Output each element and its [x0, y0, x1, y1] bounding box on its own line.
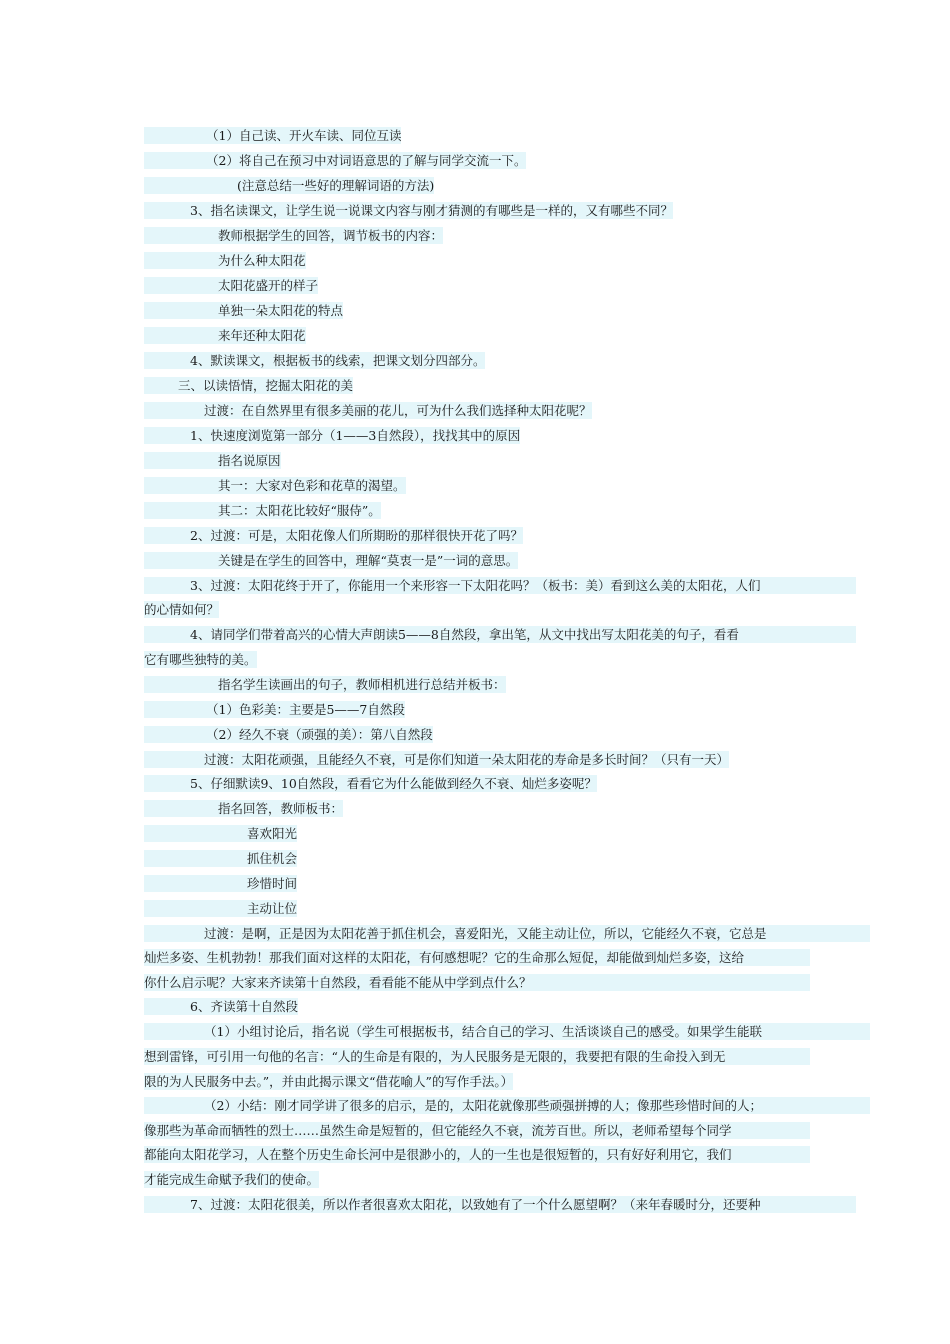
text-line — [144, 202, 810, 219]
line-indent — [144, 477, 218, 494]
line-indent — [144, 402, 204, 419]
text-line — [144, 676, 810, 693]
line-indent — [144, 502, 218, 519]
text-line — [144, 701, 810, 718]
line-indent — [144, 277, 218, 294]
line-text: 限的为人民服务中去。”，并由此揭示课文“借花喻人”的写作手法。） — [144, 1074, 514, 1089]
line-text: 关键是在学生的回答中，理解“莫衷一是”一词的意思。 — [218, 553, 519, 568]
line-text: 想到雷锋，可引用一句他的名言：“人的生命是有限的，为人民服务是无限的，我要把有限的生命投入到无 — [144, 1049, 726, 1064]
line-text: 其二：太阳花比较好“服侍”。 — [218, 503, 381, 518]
text-line — [144, 527, 810, 544]
line-text: 的心情如何？ — [144, 602, 220, 617]
line-text: 其一：大家对色彩和花草的渴望。 — [218, 478, 406, 493]
line-text: （1）自己读、开火车读、同位互读 — [206, 128, 402, 143]
line-text: 你什么启示呢？大家来齐读第十自然段，看看能不能从中学到点什么？ — [144, 975, 532, 990]
text-line — [144, 577, 856, 594]
line-text: 6、齐读第十自然段 — [190, 999, 298, 1014]
text-line — [144, 502, 810, 519]
line-indent — [144, 751, 204, 768]
text-line — [144, 1146, 810, 1163]
text-line — [144, 252, 810, 269]
line-text: 抓住机会 — [247, 851, 298, 866]
text-line — [144, 875, 810, 892]
text-line — [144, 227, 810, 244]
text-line — [144, 850, 810, 867]
line-indent — [144, 252, 218, 269]
line-indent — [144, 352, 190, 369]
text-line — [144, 651, 810, 668]
text-line — [144, 127, 810, 144]
line-indent — [144, 726, 206, 743]
line-text: 3、过渡：太阳花终于开了，你能用一个来形容一下太阳花吗？（板书：美）看到这么美的太阳花，人们 — [190, 578, 761, 593]
text-line — [144, 825, 810, 842]
text-line — [144, 751, 810, 768]
text-line — [144, 775, 810, 792]
line-indent — [144, 676, 218, 693]
line-indent — [144, 377, 178, 394]
text-line — [144, 998, 810, 1015]
line-indent — [144, 452, 218, 469]
line-indent — [144, 775, 190, 792]
text-line — [144, 626, 856, 643]
line-text: （1）色彩美：主要是5——7自然段 — [206, 702, 405, 717]
text-line — [144, 900, 810, 917]
text-line — [144, 452, 810, 469]
line-indent — [144, 152, 206, 169]
text-line — [144, 1023, 870, 1040]
text-line — [144, 949, 810, 966]
line-text: 喜欢阳光 — [247, 826, 298, 841]
text-line — [144, 152, 810, 169]
line-indent — [144, 127, 206, 144]
text-line — [144, 601, 810, 618]
text-line — [144, 477, 810, 494]
text-line — [144, 327, 810, 344]
line-text: 2、过渡：可是，太阳花像人们所期盼的那样很快开花了吗？ — [190, 528, 523, 543]
line-indent — [144, 875, 247, 892]
line-text: 4、默读课文，根据板书的线索，把课文划分四部分。 — [190, 353, 486, 368]
line-indent — [144, 227, 218, 244]
line-text: 它有哪些独特的美。 — [144, 652, 257, 667]
line-indent — [144, 825, 247, 842]
line-indent — [144, 800, 218, 817]
line-text: 灿烂多姿、生机勃勃！那我们面对这样的太阳花，有何感想呢？它的生命那么短促，却能做到灿烂多姿，这给 — [144, 950, 745, 965]
line-text: 指名学生读画出的句子，教师相机进行总结并板书： — [218, 677, 506, 692]
line-indent — [144, 202, 190, 219]
text-line — [144, 352, 810, 369]
line-indent — [144, 998, 190, 1015]
line-text: 过渡：太阳花顽强，且能经久不衰，可是你们知道一朵太阳花的寿命是多长时间？（只有一天） — [204, 752, 730, 767]
line-text: 像那些为革命而牺牲的烈士……虽然生命是短暂的，但它能经久不衰，流芳百世。所以，老师希望每个同学 — [144, 1123, 732, 1138]
line-text: 7、过渡：太阳花很美，所以作者很喜欢太阳花，以致她有了一个什么愿望啊？（来年春暖时分，还要种 — [190, 1197, 761, 1212]
line-text: 珍惜时间 — [247, 876, 298, 891]
line-text: 3、指名读课文，让学生说一说课文内容与刚才猜测的有哪些是一样的，又有哪些不同？ — [190, 203, 673, 218]
line-text: 5、仔细默读9、10自然段，看看它为什么能做到经久不衰、灿烂多姿呢？ — [190, 776, 597, 791]
text-line — [144, 1097, 870, 1114]
text-line — [144, 277, 810, 294]
text-line — [144, 552, 810, 569]
line-text: 1、快速度浏览第一部分（1——3自然段），找找其中的原因 — [190, 428, 521, 443]
text-line — [144, 1171, 810, 1188]
text-line — [144, 427, 810, 444]
line-indent — [144, 850, 247, 867]
text-line — [144, 800, 810, 817]
text-line — [144, 302, 810, 319]
text-line — [144, 925, 870, 942]
line-text: 都能向太阳花学习，人在整个历史生命长河中是很渺小的，人的一生也是很短暂的，只有好好利用它，我们 — [144, 1147, 732, 1162]
line-text: 过渡：是啊，正是因为太阳花善于抓住机会，喜爱阳光，又能主动让位，所以，它能经久不衰，它总是 — [204, 926, 767, 941]
line-indent — [144, 527, 190, 544]
line-indent — [144, 552, 218, 569]
line-indent — [144, 900, 247, 917]
line-text: （2）将自己在预习中对词语意思的了解与同学交流一下。 — [206, 153, 527, 168]
line-text: 三、以读悟情，挖掘太阳花的美 — [178, 378, 354, 393]
line-text: （2）小结：刚才同学讲了很多的启示，是的，太阳花就像那些顽强拼搏的人；像那些珍惜时间的人； — [204, 1098, 762, 1113]
line-text: 4、请同学们带着高兴的心情大声朗读5——8自然段，拿出笔，从文中找出写太阳花美的句子，看看 — [190, 627, 739, 642]
line-text: 指名说原因 — [218, 453, 281, 468]
text-line — [144, 1196, 856, 1213]
text-line — [144, 1122, 810, 1139]
line-indent — [144, 327, 218, 344]
text-line — [144, 177, 810, 194]
line-text: （2）经久不衰（顽强的美）：第八自然段 — [206, 727, 433, 742]
text-line — [144, 1048, 810, 1065]
line-text: （1）小组讨论后，指名说（学生可根据板书，结合自己的学习、生活谈谈自己的感受。如果学生能联 — [204, 1024, 762, 1039]
line-text: 单独一朵太阳花的特点 — [218, 303, 344, 318]
line-text: 为什么种太阳花 — [218, 253, 306, 268]
line-text: 教师根据学生的回答，调节板书的内容： — [218, 228, 444, 243]
line-text: 指名回答，教师板书： — [218, 801, 344, 816]
line-text: 才能完成生命赋予我们的使命。 — [144, 1172, 320, 1187]
line-text: 来年还种太阳花 — [218, 328, 306, 343]
line-text: 过渡：在自然界里有很多美丽的花儿，可为什么我们选择种太阳花呢？ — [204, 403, 592, 418]
line-indent — [144, 177, 237, 194]
text-line — [144, 726, 810, 743]
text-line — [144, 377, 810, 394]
text-line — [144, 974, 810, 991]
text-line — [144, 402, 810, 419]
line-text: (注意总结一些好的理解词语的方法) — [237, 178, 435, 193]
line-indent — [144, 427, 190, 444]
text-line — [144, 1073, 810, 1090]
line-text: 太阳花盛开的样子 — [218, 278, 319, 293]
line-indent — [144, 701, 206, 718]
line-indent — [144, 302, 218, 319]
line-text: 主动让位 — [247, 901, 298, 916]
